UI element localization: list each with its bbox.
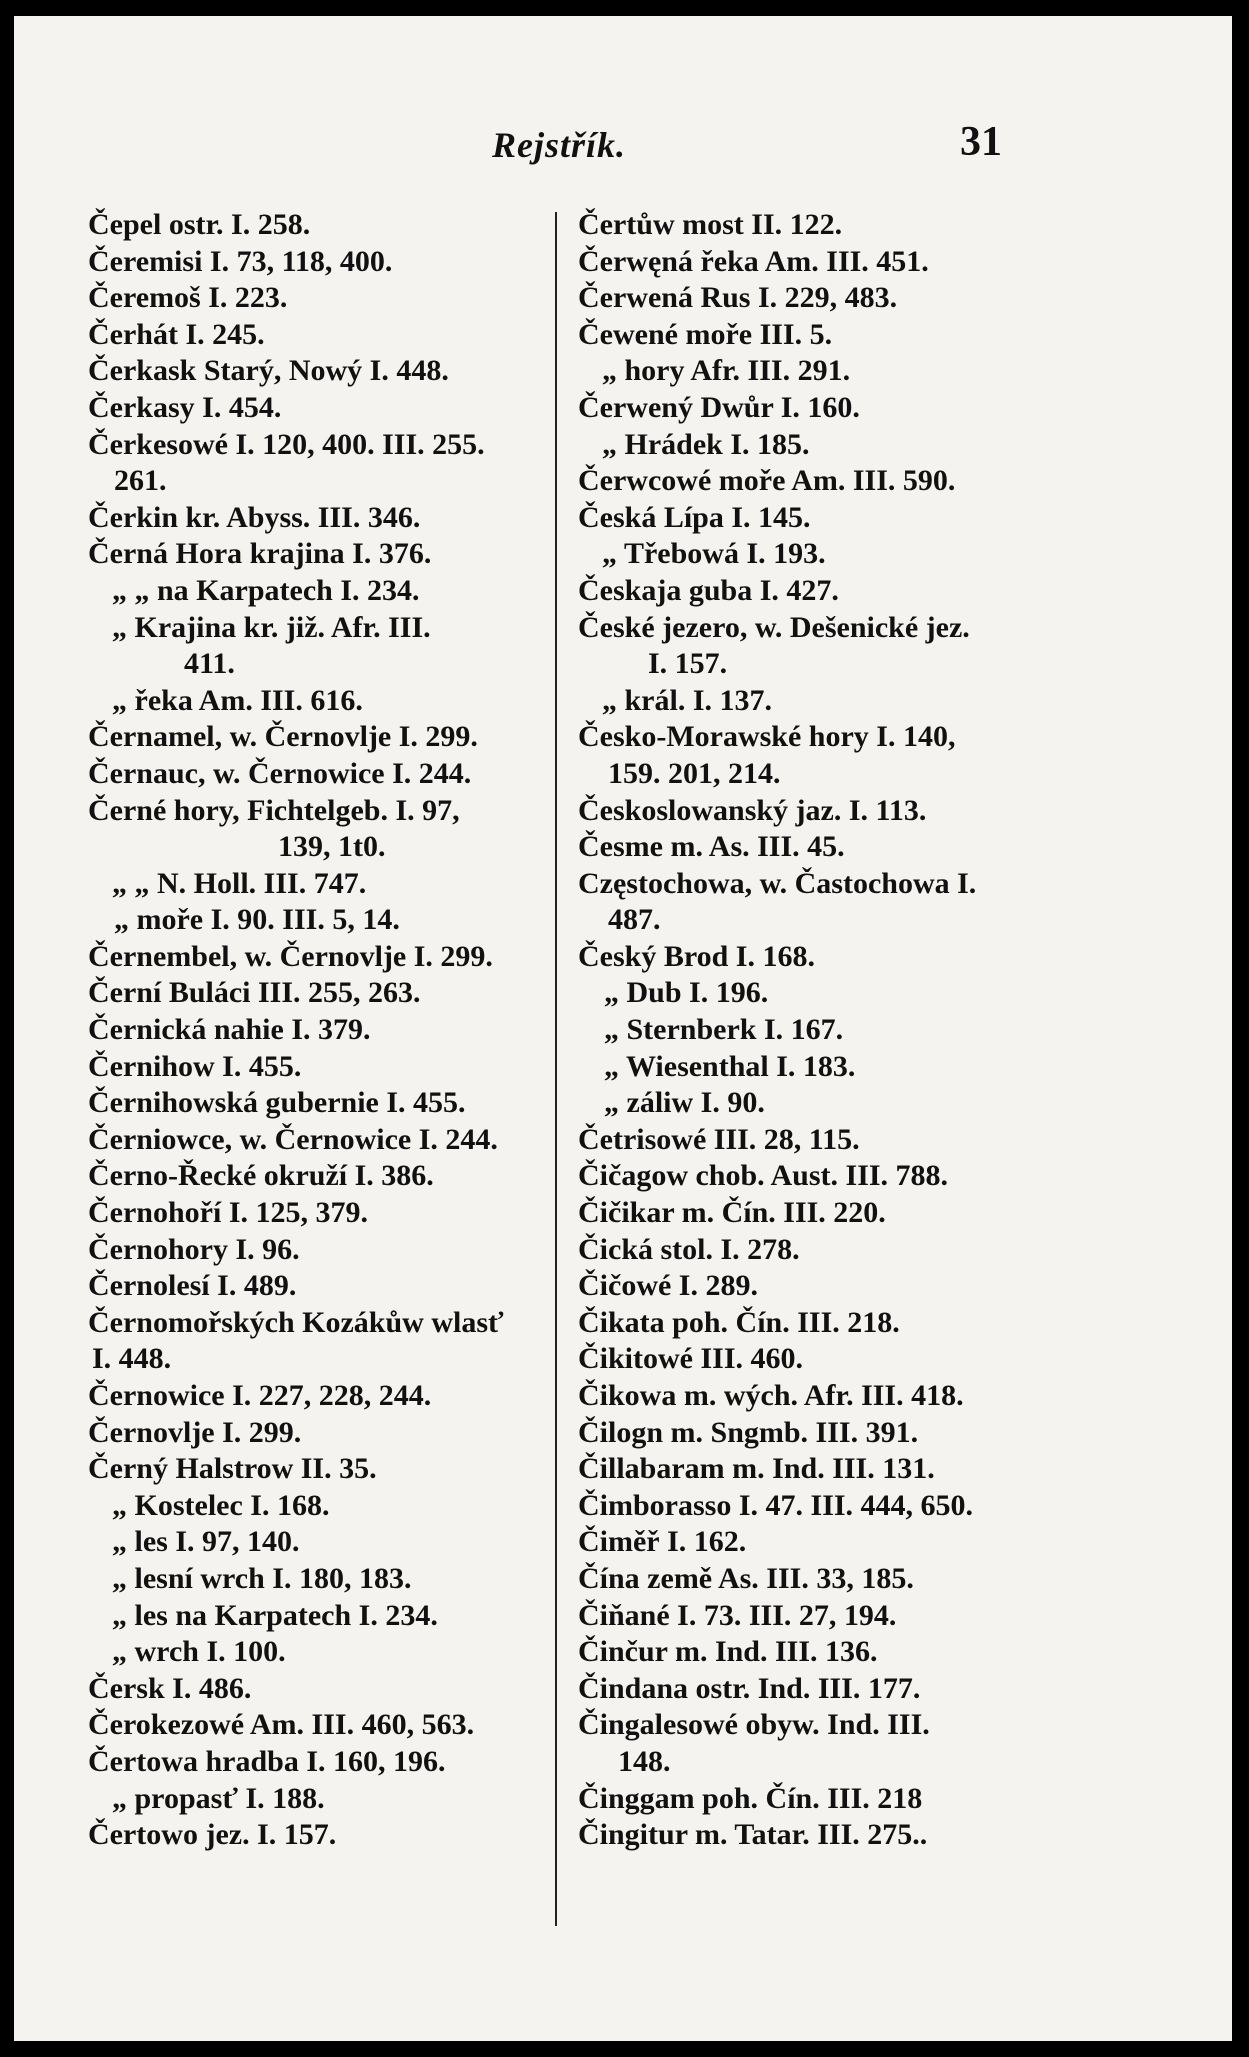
index-entry: Černohoří I. 125, 379. [88,1196,368,1230]
index-entry: „ řeka Am. III. 616. [112,683,363,717]
index-entry: České jezero, w. Dešenické jez. [578,610,970,644]
index-entry: „ Hrádek I. 185. [602,427,810,461]
index-entry: Čikitowé III. 460. [578,1342,804,1376]
index-entry: „ les I. 97, 140. [112,1525,300,1559]
index-entry: Čeremisi I. 73, 118, 400. [88,244,393,278]
index-entry: 411. [184,647,235,681]
header-title: Rejstřík. [492,125,627,165]
index-entry: Černí Buláci III. 255, 263. [88,976,421,1010]
index-entry: Čická stol. I. 278. [578,1232,800,1266]
index-entry: „ záliw I. 90. [604,1086,765,1120]
index-entry: Černolesí I. 489. [88,1269,297,1303]
index-entry: Černowice I. 227, 228, 244. [88,1379,432,1412]
index-entry: I. 448. [92,1342,172,1376]
index-entry: Čerwený Dwůr I. 160. [578,390,860,424]
index-entry: Čerwcowé moře Am. III. 590. [578,464,956,498]
index-entry: Čertowo jez. I. 157. [88,1818,337,1852]
index-entry: Čillabaram m. Ind. III. 131. [578,1452,935,1486]
index-entry: Čindana ostr. Ind. III. 177. [578,1671,921,1705]
index-entry: Černiowce, w. Černowice I. 244. [88,1122,498,1156]
index-entry: 487. [608,903,661,937]
index-entry: Čewené moře III. 5. [578,317,833,351]
index-entry: Čilogn m. Sngmb. III. 391. [578,1415,919,1449]
index-entry: Česká Lípa I. 145. [578,500,811,534]
index-entry: Čepel ostr. I. 258. [88,208,311,241]
index-entry: Čikowa m. wých. Afr. III. 418. [578,1379,964,1412]
index-entry: Českoslowanský jaz. I. 113. [578,793,927,827]
index-entry: Čerkask Starý, Nowý I. 448. [88,354,449,388]
index-entry: Černá Hora krajina I. 376. [88,537,432,571]
index-entry: Čersk I. 486. [88,1671,252,1705]
index-entry: „ hory Afr. III. 291. [602,354,851,388]
index-entry: „ Sternberk I. 167. [604,1013,844,1047]
index-entry: 159. 201, 214. [608,756,781,790]
index-entry: Český Brod I. 168. [578,939,815,973]
index-entry: „ Krajina kr. již. Afr. III. [112,610,431,644]
index-entry: Černihow I. 455. [88,1049,302,1083]
index-entry: Černamel, w. Černovlje I. 299. [88,720,478,754]
index-entry: „ „ N. Holl. III. 747. [112,866,367,900]
page-number: 31 [960,119,1002,165]
index-column-right [578,207,1178,1854]
index-entry: „ „ na Karpatech I. 234. [112,573,420,607]
index-entry: 139, 1t0. [278,830,386,864]
index-entry: Čiňané I. 73. III. 27, 194. [578,1598,897,1632]
index-entry: Četrisowé III. 28, 115. [578,1122,860,1156]
index-entry: Čičikar m. Čín. III. 220. [578,1196,886,1230]
index-entry: Černembel, w. Černovlje I. 299. [88,939,493,973]
index-entry: „ Třebowá I. 193. [602,537,826,571]
index-entry: Činčur m. Ind. III. 136. [578,1635,878,1669]
index-entry: „ Wiesenthal I. 183. [604,1049,856,1083]
index-entry: Česko-Morawské hory I. 140, [578,720,956,754]
index-entry: Čeremoš I. 223. [88,281,288,315]
index-entry: Černická nahie I. 379. [88,1013,371,1047]
index-entry: „ král. I. 137. [602,683,773,717]
book-page [14,16,1232,2041]
index-entry: Čertůw most II. 122. [578,208,843,241]
index-entry: Černý Halstrow II. 35. [88,1452,377,1486]
index-entry: Černo-Řecké okruží I. 386. [88,1159,434,1193]
index-entry: Čertowa hradba I. 160, 196. [88,1744,446,1778]
index-entry: „ lesní wrch I. 180, 183. [112,1561,412,1595]
index-entry: „ propasť I. 188. [112,1781,325,1815]
index-entry: 148. [618,1744,671,1778]
index-entry: Čerkasy I. 454. [88,390,282,424]
index-entry: Černé hory, Fichtelgeb. I. 97, [88,793,460,827]
index-entry: Čičowé I. 289. [578,1269,758,1303]
index-entry: Černauc, w. Černowice I. 244. [88,756,472,790]
index-entry: Černohory I. 96. [88,1232,300,1266]
index-entry: Čerkesowé I. 120, 400. III. 255. [88,427,485,461]
index-entry: Činggam poh. Čín. III. 218 [578,1781,923,1815]
index-entry: Čerkin kr. Abyss. III. 346. [88,500,421,534]
index-entry: „ les na Karpatech I. 234. [112,1598,438,1632]
index-entry: „ Dub I. 196. [604,976,769,1010]
index-entry: Čína země As. III. 33, 185. [578,1561,914,1595]
index-entry: „ moře I. 90. III. 5, 14. [114,903,400,937]
index-entry: 261. [114,464,167,498]
index-entry: Černomořských Kozákůw wlasť [88,1305,504,1339]
index-entry: „ wrch I. 100. [112,1635,286,1669]
index-entry: Čikata poh. Čín. III. 218. [578,1305,900,1339]
index-entry: Čingitur m. Tatar. III. 275.. [578,1818,928,1852]
index-entry: Čiměř I. 162. [578,1525,747,1559]
index-entry: Čimborasso I. 47. III. 444, 650. [578,1488,974,1522]
index-column-left [88,207,558,1854]
index-entry: Częstochowa, w. Častochowa I. [578,866,977,900]
index-entry: Českaja guba I. 427. [578,573,839,607]
index-entry: Čičagow chob. Aust. III. 788. [578,1159,949,1193]
index-entry: Čerokezowé Am. III. 460, 563. [88,1708,475,1742]
running-head [14,119,1232,184]
index-entry: „ Kostelec I. 168. [112,1488,330,1522]
column-divider [555,212,557,1926]
index-entry: Čerwęná řeka Am. III. 451. [578,244,929,278]
index-entry: Čerwená Rus I. 229, 483. [578,281,898,315]
index-entry: Čerhát I. 245. [88,317,265,351]
index-entry: Česme m. As. III. 45. [578,830,845,864]
index-entry: Černovlje I. 299. [88,1415,302,1449]
index-entry: I. 157. [648,647,728,681]
index-entry: Čingalesowé obyw. Ind. III. [578,1708,930,1742]
index-entry: Černihowská gubernie I. 455. [88,1086,466,1120]
